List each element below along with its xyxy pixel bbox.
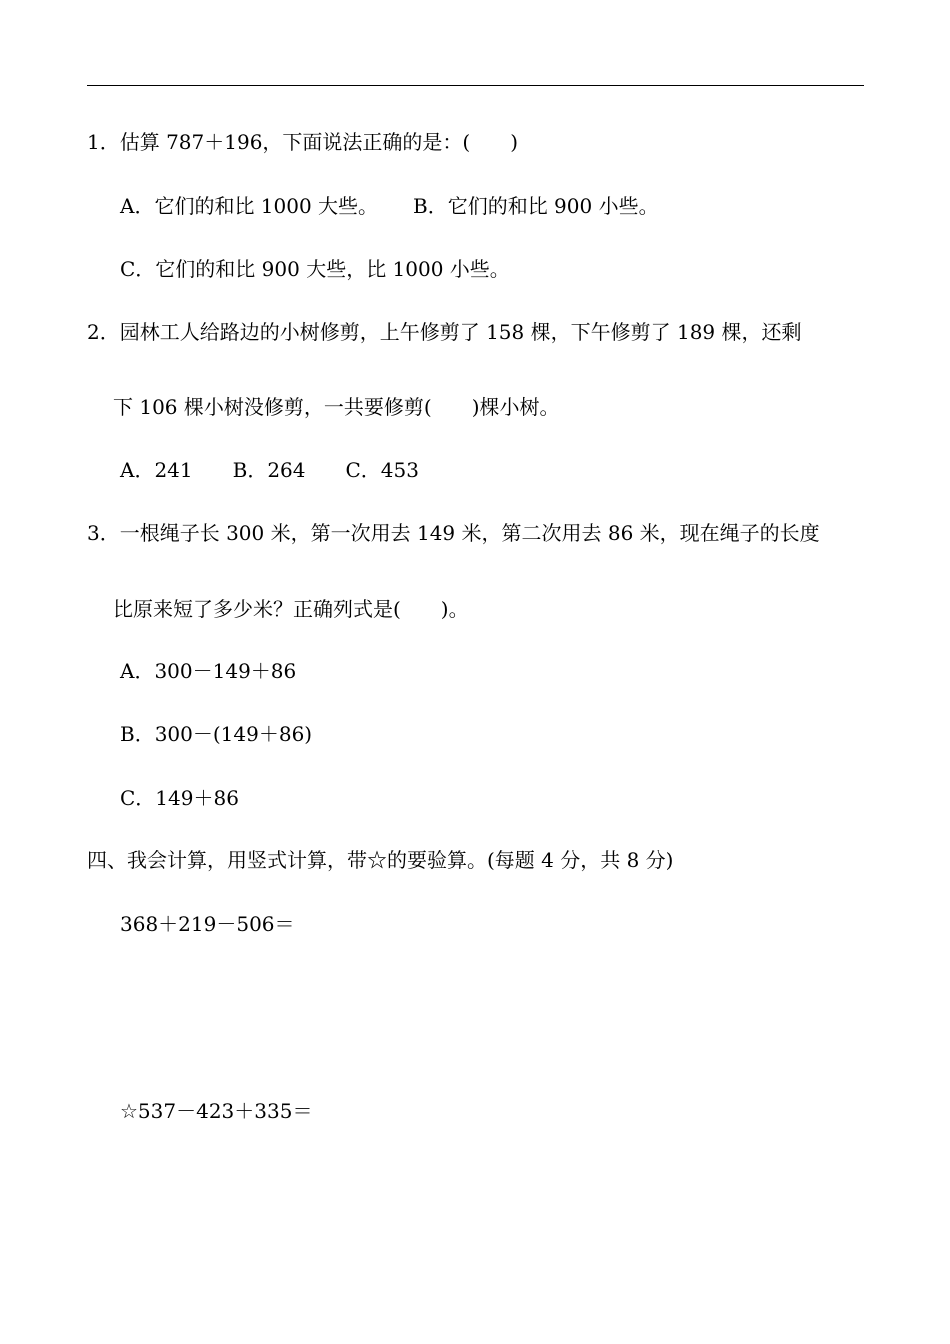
calc-problem-1: 368＋219－506＝ (120, 912, 295, 936)
q2-stem-line1: 2．园林工人给路边的小树修剪，上午修剪了 158 棵，下午修剪了 189 棵，还剩 (87, 320, 802, 344)
header-rule (87, 85, 864, 86)
q1-stem: 1．估算 787＋196，下面说法正确的是：( ) (87, 130, 519, 154)
q2-options: A．241 B．264 C．453 (120, 458, 419, 482)
q1-option-c: C．它们的和比 900 大些，比 1000 小些。 (120, 257, 510, 281)
q2-stem-line2: 下 106 棵小树没修剪，一共要修剪( )棵小树。 (113, 395, 560, 419)
q3-option-c: C．149＋86 (120, 786, 239, 810)
q3-stem-line2: 比原来短了多少米？正确列式是( )。 (113, 597, 469, 621)
q3-option-b: B．300－(149＋86) (120, 722, 313, 746)
section4-heading: 四、我会计算，用竖式计算，带☆的要验算。(每题 4 分，共 8 分) (87, 848, 674, 872)
q1-option-b: B．它们的和比 900 小些。 (413, 194, 659, 218)
q3-option-a: A．300－149＋86 (120, 659, 297, 683)
q1-option-a: A．它们的和比 1000 大些。 (120, 194, 379, 218)
q3-stem-line1: 3．一根绳子长 300 米，第一次用去 149 米，第二次用去 86 米，现在绳子的长度 (87, 521, 820, 545)
calc-problem-2: ☆537－423＋335＝ (120, 1099, 313, 1123)
